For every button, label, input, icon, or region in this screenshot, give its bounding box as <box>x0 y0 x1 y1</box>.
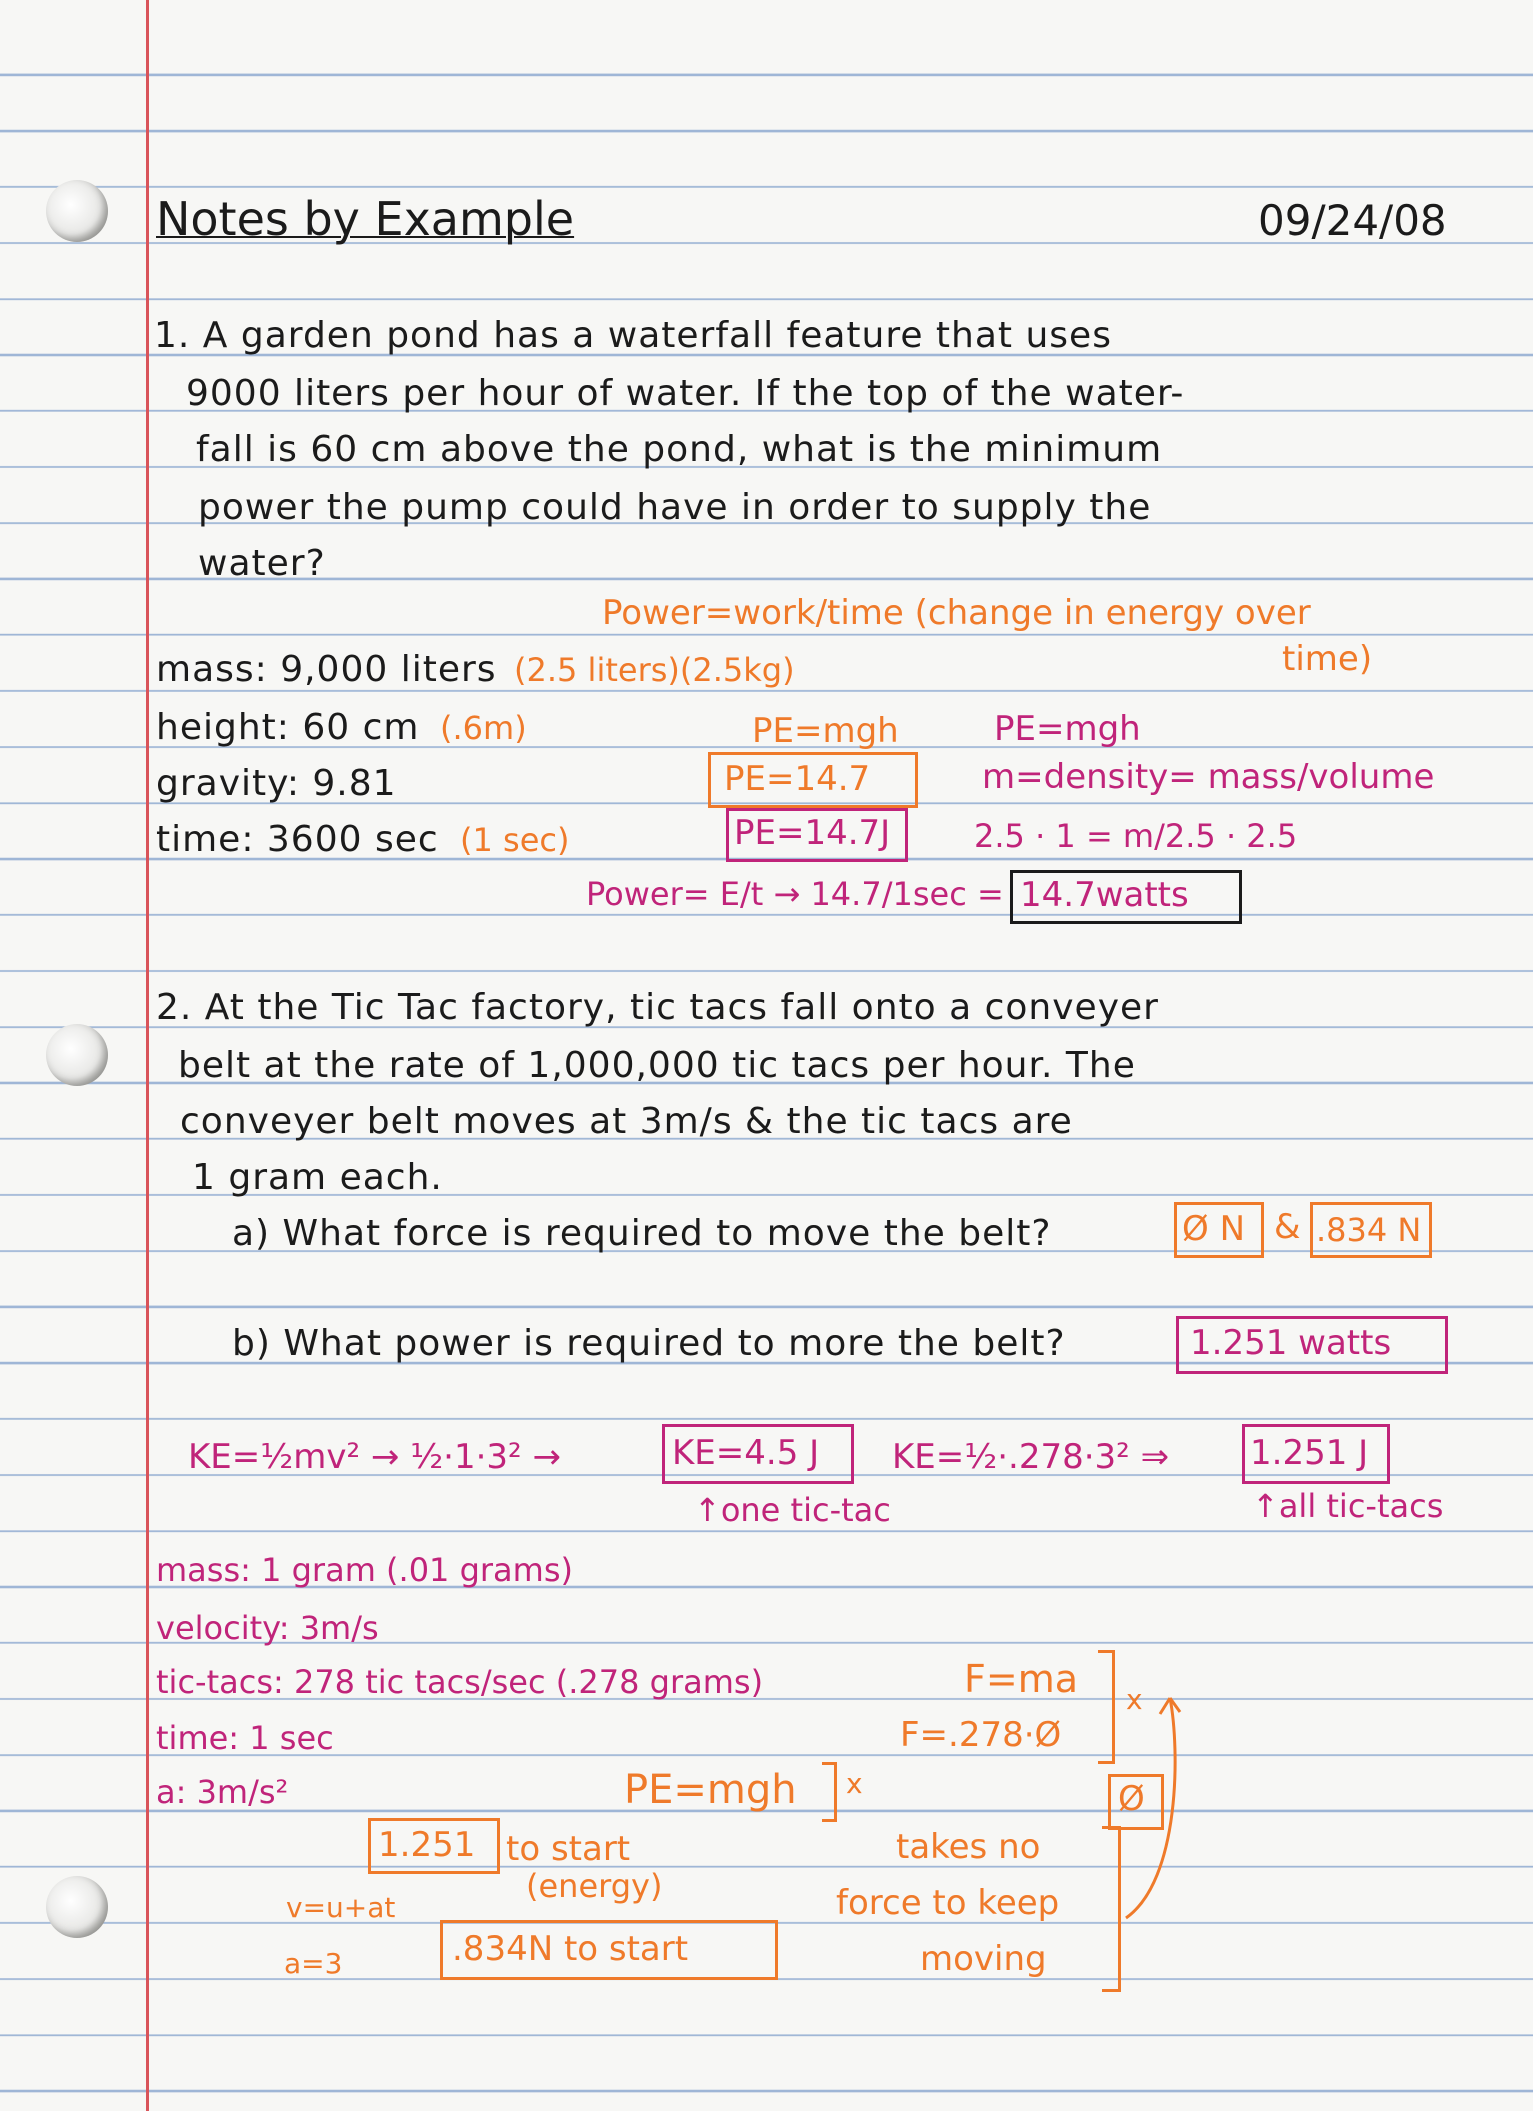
force-start-value: .834N to start <box>452 1929 689 1969</box>
power-definition: Power=work/time (change in energy over <box>602 593 1311 633</box>
problem2-line2: belt at the rate of 1,000,000 tic tacs per hour. The <box>178 1045 1136 1086</box>
note-moving: moving <box>920 1939 1047 1979</box>
binder-hole-middle <box>46 1024 108 1086</box>
given-mass-conversion: (2.5 liters)(2.5kg) <box>514 651 795 689</box>
pe-mark: x <box>846 1767 863 1800</box>
force-calculation: F=.278·Ø <box>900 1715 1062 1755</box>
problem2-line1: 2. At the Tic Tac factory, tic tacs fall onto a conveyer <box>156 987 1159 1028</box>
page-title: Notes by Example <box>156 192 575 246</box>
density-formula: m=density= mass/volume <box>982 757 1435 797</box>
ke-value-one: KE=4.5 J <box>672 1433 820 1473</box>
pe-formula-orange: PE=mgh <box>752 711 899 751</box>
note-bracket <box>1102 1826 1121 1992</box>
force-formula: F=ma <box>964 1657 1078 1701</box>
pe-formula-2: PE=mgh <box>624 1767 797 1813</box>
note-one-tic-tac: ↑one tic-tac <box>694 1491 891 1529</box>
ke-calculation-one: KE=½mv² → ½·1·3² → <box>188 1437 561 1477</box>
ke-value-all: 1.251 J <box>1250 1433 1369 1473</box>
power-answer: 14.7watts <box>1020 875 1189 915</box>
zero-force-value: Ø <box>1118 1779 1145 1819</box>
given2-velocity: velocity: 3m/s <box>156 1609 379 1647</box>
ke-calculation-all: KE=½·.278·3² ⇒ <box>892 1437 1170 1477</box>
part-a-answer1: Ø N <box>1182 1209 1246 1249</box>
given2-mass: mass: 1 gram (.01 grams) <box>156 1551 573 1589</box>
kinematics-equation: v=u+at <box>286 1891 396 1924</box>
given2-acceleration: a: 3m/s² <box>156 1773 289 1811</box>
given2-time: time: 1 sec <box>156 1719 334 1757</box>
part-a-question: a) What force is required to move the belt? <box>232 1213 1052 1254</box>
pe-value-orange: PE=14.7 <box>724 759 871 799</box>
force-mark: x <box>1126 1683 1143 1716</box>
problem2-line3: conveyer belt moves at 3m/s & the tic tacs are <box>180 1101 1073 1142</box>
given-time-conversion: (1 sec) <box>460 821 570 859</box>
given-time: time: 3600 sec <box>156 819 439 860</box>
arrow-to-zero-force <box>1120 1690 1190 1930</box>
problem1-line4: power the pump could have in order to supply the <box>198 487 1152 528</box>
part-a-answer2: .834 N <box>1316 1211 1422 1249</box>
energy-note: (energy) <box>526 1867 663 1905</box>
energy-value: 1.251 <box>378 1825 476 1865</box>
page-date: 09/24/08 <box>1258 196 1447 245</box>
binder-hole-top <box>46 180 108 242</box>
margin-line <box>146 0 149 2111</box>
given2-tictacs: tic-tacs: 278 tic tacs/sec (.278 grams) <box>156 1663 764 1701</box>
problem2-line4: 1 gram each. <box>192 1157 443 1198</box>
power-calculation: Power= E/t → 14.7/1sec = <box>586 875 1004 913</box>
given-height: height: 60 cm <box>156 707 420 748</box>
note-force-to-keep: force to keep <box>836 1883 1060 1923</box>
pe-formula-magenta: PE=mgh <box>994 709 1141 749</box>
problem1-line3: fall is 60 cm above the pond, what is the minimum <box>196 429 1163 470</box>
problem1-line1: 1. A garden pond has a waterfall feature that uses <box>154 315 1112 356</box>
pe-bracket <box>822 1762 837 1822</box>
kinematics-acceleration: a=3 <box>284 1947 343 1980</box>
note-takes-no: takes no <box>896 1827 1041 1867</box>
part-a-and: & <box>1274 1207 1301 1247</box>
given-height-conversion: (.6m) <box>440 709 527 747</box>
part-b-answer: 1.251 watts <box>1190 1323 1392 1363</box>
problem1-line2: 9000 liters per hour of water. If the top of the water- <box>186 373 1185 414</box>
given-mass: mass: 9,000 liters <box>156 649 497 690</box>
force-bracket <box>1098 1650 1115 1764</box>
given-gravity: gravity: 9.81 <box>156 763 397 804</box>
power-definition-cont: time) <box>1282 639 1373 679</box>
density-calculation: 2.5 · 1 = m/2.5 · 2.5 <box>974 817 1298 855</box>
energy-to-start: to start <box>506 1829 631 1869</box>
pe-value-magenta: PE=14.7J <box>734 813 891 853</box>
binder-hole-bottom <box>46 1876 108 1938</box>
problem1-line5: water? <box>198 543 326 584</box>
part-b-question: b) What power is required to more the belt? <box>232 1323 1066 1364</box>
note-all-tic-tacs: ↑all tic-tacs <box>1252 1487 1444 1525</box>
